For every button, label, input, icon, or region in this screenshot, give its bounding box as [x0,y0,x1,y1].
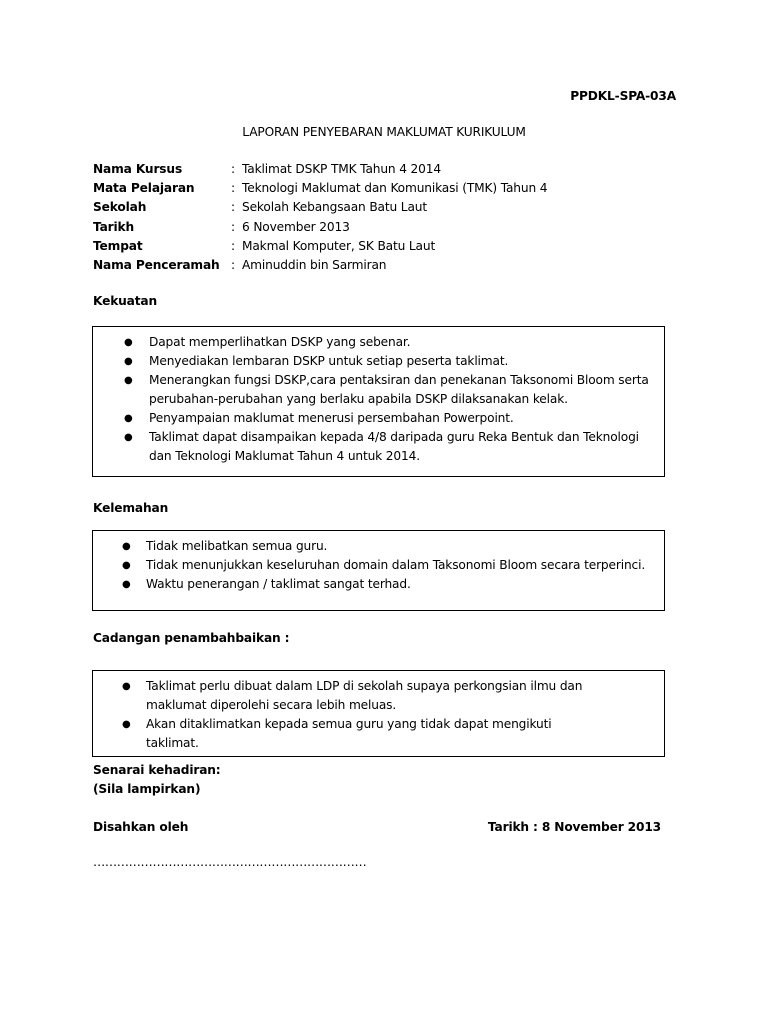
bullet-icon: ● [122,541,131,552]
info-colon: : [231,200,235,215]
info-colon: : [231,238,235,253]
info-colon: : [231,181,235,196]
info-colon: : [231,162,235,176]
bullet-icon: ● [122,560,131,571]
bullet-icon: ● [124,375,133,386]
list-item-text: Dapat memperlihatkan DSKP yang sebenar. [149,335,411,349]
info-value: Sekolah Kebangsaan Batu Laut [242,200,427,215]
bullet-icon: ● [122,681,131,692]
bullet-icon: ● [122,719,131,730]
info-value: Makmal Komputer, SK Batu Laut [242,238,436,253]
info-colon: : [231,257,235,272]
info-label: Nama Kursus [93,162,183,176]
weaknesses-box [92,530,665,611]
strengths-list [93,327,664,466]
weaknesses-list [93,531,664,594]
list-item-text: Menerangkan fungsi DSKP,cara pentaksiran dan penekanan Taksonomi Bloom serta perubahan-perubahan yang berlaku apabila DSKP dilaksanakan kelak. [149,373,649,406]
list-item-text: Tidak menunjukkan keseluruhan domain dalam Taksonomi Bloom secara terperinci. [146,558,646,572]
list-item [122,715,594,753]
list-item [122,556,654,575]
bullet-icon: ● [122,579,131,590]
section-heading-improvements: Cadangan penambahbaikan : [93,631,290,645]
list-item [124,352,654,371]
info-label: Nama Penceramah [93,257,220,272]
list-item-text: Akan ditaklimatkan kepada semua guru yang tidak dapat mengikuti taklimat. [146,717,552,750]
list-item [124,409,654,428]
info-colon: : [231,219,235,234]
list-item-text: Taklimat perlu dibuat dalam LDP di sekolah supaya perkongsian ilmu dan maklumat diperolehi secara lebih meluas. [146,679,583,712]
improvements-list [93,671,664,753]
list-item [124,371,654,409]
improvements-box [92,670,665,757]
bullet-icon: ● [124,432,133,443]
strengths-box [92,326,665,477]
signature-line: …………………………………………………………… [93,855,367,869]
info-value: 6 November 2013 [242,219,350,234]
list-item [124,428,654,466]
info-label: Mata Pelajaran [93,181,195,196]
info-value: Aminuddin bin Sarmiran [242,257,387,272]
list-item-text: Tidak melibatkan semua guru. [146,539,328,553]
list-item [122,537,654,556]
document-title: LAPORAN PENYEBARAN MAKLUMAT KURIKULUM [242,125,526,139]
list-item-text: Penyampaian maklumat menerusi persembahan Powerpoint. [149,411,514,425]
list-item [124,333,654,352]
approved-by-label: Disahkan oleh [93,820,189,834]
attendance-label: Senarai kehadiran: [93,763,221,777]
list-item [122,677,594,715]
info-value: Teknologi Maklumat dan Komunikasi (TMK) Tahun 4 [242,181,548,196]
attendance-note: (Sila lampirkan) [93,782,201,796]
approval-date: Tarikh : 8 November 2013 [487,820,661,834]
section-heading-strengths: Kekuatan [93,294,158,308]
info-label: Tarikh [93,219,135,234]
document-code: PPDKL-SPA-03A [570,89,676,103]
bullet-icon: ● [124,356,133,367]
list-item-text: Waktu penerangan / taklimat sangat terhad. [146,577,411,591]
list-item [122,575,654,594]
list-item-text: Taklimat dapat disampaikan kepada 4/8 daripada guru Reka Bentuk dan Teknologi dan Teknologi Maklumat Tahun 4 untuk 2014. [149,430,639,463]
info-label: Tempat [93,238,143,253]
bullet-icon: ● [124,413,133,424]
info-value: Taklimat DSKP TMK Tahun 4 2014 [242,162,441,176]
info-label: Sekolah [93,200,147,215]
list-item-text: Menyediakan lembaran DSKP untuk setiap peserta taklimat. [149,354,509,368]
bullet-icon: ● [124,337,133,348]
section-heading-weaknesses: Kelemahan [93,501,169,515]
